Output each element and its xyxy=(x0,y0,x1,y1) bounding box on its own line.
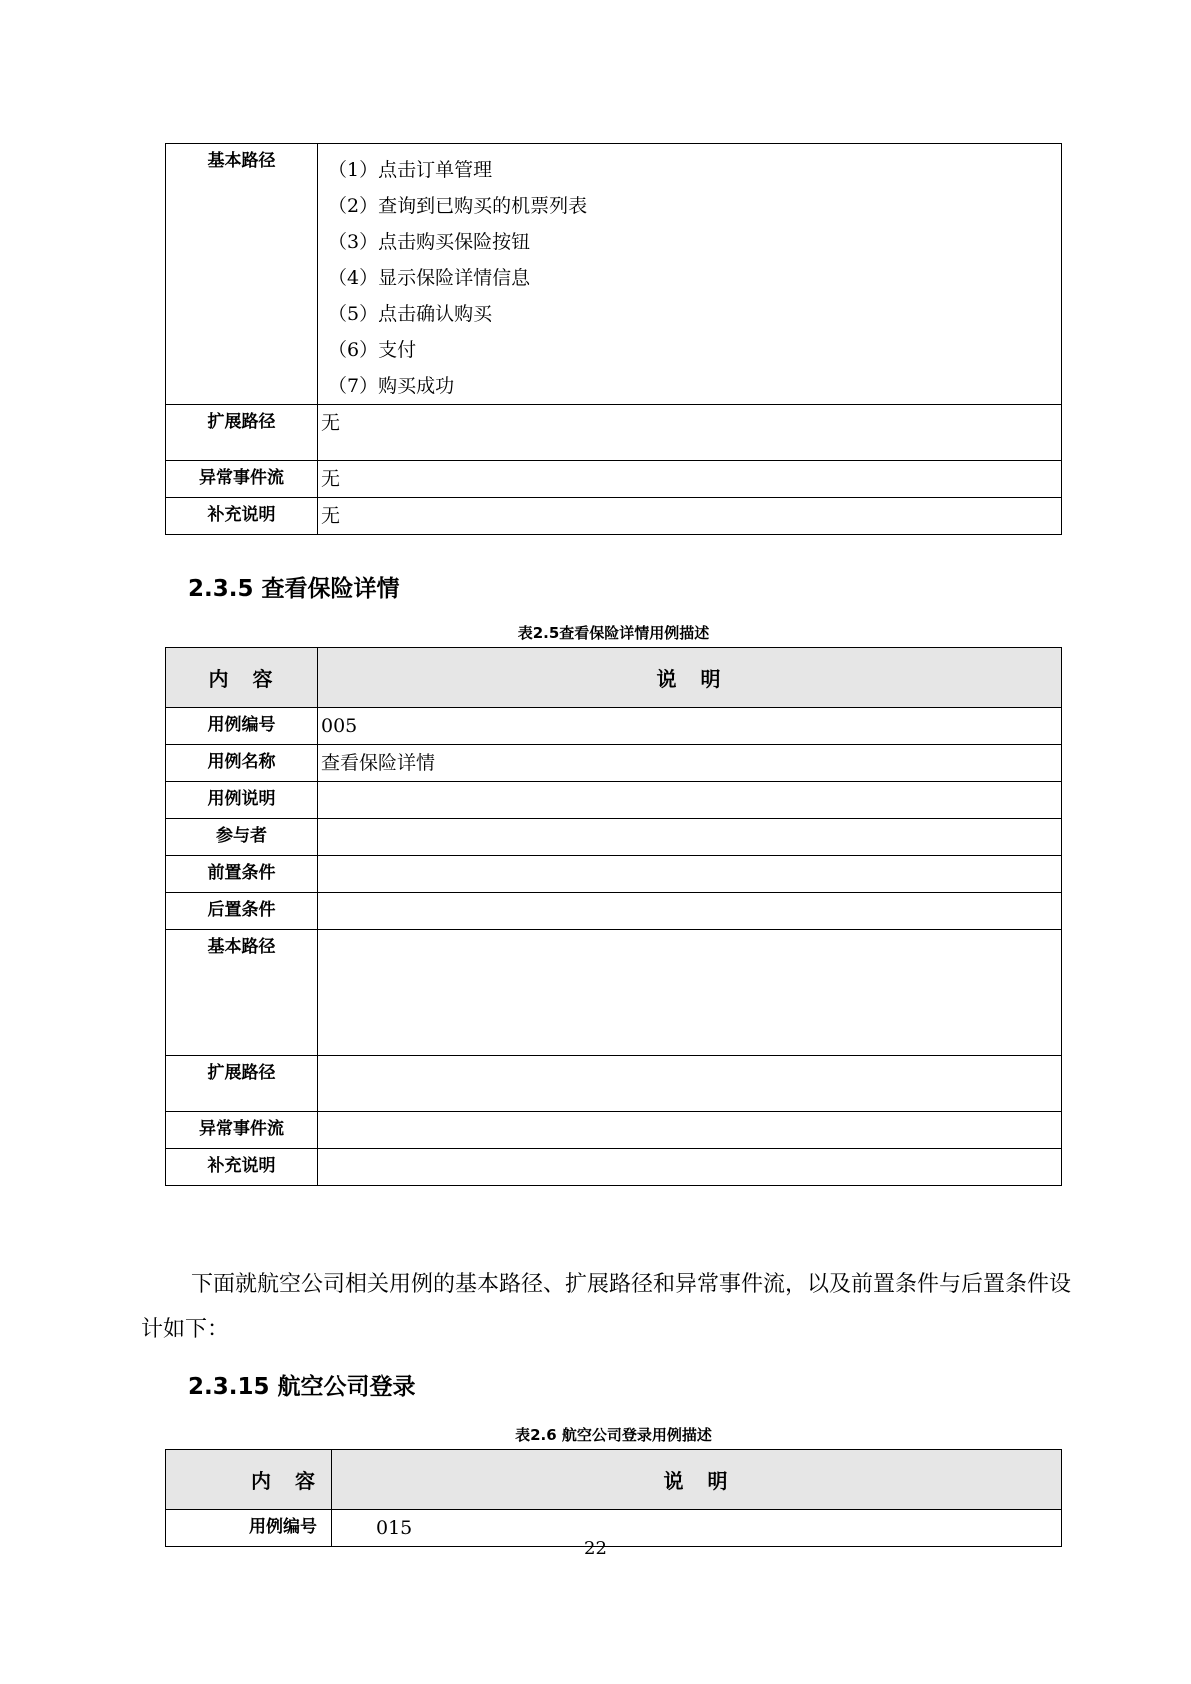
body-paragraph: 下面就航空公司相关用例的基本路径、扩展路径和异常事件流，以及前置条件与后置条件设计如下： xyxy=(141,1272,1072,1342)
list-item: （1）点击订单管理 xyxy=(328,159,493,181)
basic-path-cell xyxy=(318,144,1062,405)
table-row xyxy=(166,745,1062,782)
list-item: （3）点击购买保险按钮 xyxy=(328,231,531,253)
table-row xyxy=(166,930,1062,1056)
header-content: 内 容 xyxy=(166,1450,332,1510)
row-label: 异常事件流 xyxy=(166,461,318,498)
table-row xyxy=(166,856,1062,893)
step-list xyxy=(318,144,1061,404)
row-value xyxy=(318,782,1062,819)
table-row xyxy=(166,782,1062,819)
row-value xyxy=(318,1112,1062,1149)
row-value xyxy=(318,1056,1062,1112)
row-value xyxy=(318,856,1062,893)
header-content: 内 容 xyxy=(166,648,318,708)
header-description: 说 明 xyxy=(318,648,1062,708)
row-label: 异常事件流 xyxy=(166,1112,318,1149)
table-row xyxy=(166,819,1062,856)
purchase-insurance-table-continued xyxy=(165,143,1062,535)
row-label: 前置条件 xyxy=(166,856,318,893)
row-value: 无 xyxy=(318,405,1062,461)
row-value: 查看保险详情 xyxy=(318,745,1062,782)
list-item: （4）显示保险详情信息 xyxy=(328,267,531,289)
table-row xyxy=(166,708,1062,745)
row-label: 参与者 xyxy=(166,819,318,856)
table-row xyxy=(166,144,1062,405)
table-header-row xyxy=(166,1450,1062,1510)
table-row xyxy=(166,1149,1062,1186)
row-label: 扩展路径 xyxy=(166,1056,318,1112)
row-value xyxy=(318,1149,1062,1186)
row-value: 无 xyxy=(318,498,1062,535)
row-value xyxy=(318,930,1062,1056)
view-insurance-details-table xyxy=(165,647,1062,1186)
row-label: 补充说明 xyxy=(166,498,318,535)
row-label: 用例说明 xyxy=(166,782,318,819)
list-item: （5）点击确认购买 xyxy=(328,303,493,325)
table-row xyxy=(166,1112,1062,1149)
section-heading: 2.3.15 航空公司登录 xyxy=(188,1374,416,1400)
table-header-row xyxy=(166,648,1062,708)
row-label: 补充说明 xyxy=(166,1149,318,1186)
row-label: 后置条件 xyxy=(166,893,318,930)
page-number: 22 xyxy=(584,1538,607,1559)
table-caption: 表2.5查看保险详情用例描述 xyxy=(517,624,710,642)
table-row xyxy=(166,498,1062,535)
section-heading: 2.3.5 查看保险详情 xyxy=(188,576,400,602)
row-label: 基本路径 xyxy=(166,144,318,405)
table-caption: 表2.6 航空公司登录用例描述 xyxy=(515,1426,712,1444)
row-value xyxy=(318,819,1062,856)
row-value: 015 xyxy=(332,1510,1062,1547)
airline-login-table xyxy=(165,1449,1062,1547)
row-label: 用例编号 xyxy=(166,708,318,745)
row-label: 用例编号 xyxy=(166,1510,332,1547)
row-label: 扩展路径 xyxy=(166,405,318,461)
list-item: （7）购买成功 xyxy=(328,375,455,397)
table-row xyxy=(166,461,1062,498)
list-item: （2）查询到已购买的机票列表 xyxy=(328,195,588,217)
row-label: 用例名称 xyxy=(166,745,318,782)
row-value: 无 xyxy=(318,461,1062,498)
row-value xyxy=(318,893,1062,930)
row-label: 基本路径 xyxy=(166,930,318,1056)
list-item: （6）支付 xyxy=(328,339,417,361)
row-value: 005 xyxy=(318,708,1062,745)
header-description: 说 明 xyxy=(332,1450,1062,1510)
table-row xyxy=(166,893,1062,930)
table-row xyxy=(166,405,1062,461)
table-row xyxy=(166,1056,1062,1112)
